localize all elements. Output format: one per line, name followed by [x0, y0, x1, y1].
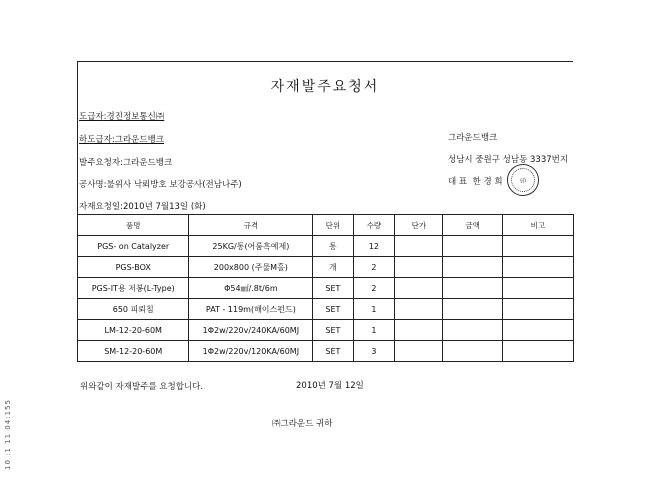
header-quantity: 수량	[353, 215, 395, 236]
header-remarks: 비고	[502, 215, 573, 236]
cell-item-name: LM-12-20-60M	[78, 320, 189, 341]
cell-unit: SET	[313, 299, 353, 320]
table-row	[78, 320, 574, 341]
representative-name: 한 경 희	[472, 177, 503, 187]
cell-spec: 200x800 (주물M홀)	[189, 257, 313, 278]
cell-remarks	[502, 320, 573, 341]
cell-amount	[443, 236, 502, 257]
field-contractor: 도급자:경진정보통신㈜	[79, 112, 165, 122]
field-value: 불위사 낙뢰방호 보강공사(전남나주)	[106, 180, 242, 190]
header-amount: 금액	[443, 215, 502, 236]
header-item-name: 품명	[78, 215, 189, 236]
cell-spec: PAT - 119m(해이스펀드)	[189, 299, 313, 320]
field-label: 발주요청자	[79, 158, 121, 168]
addressee: ㈜그라운드 귀하	[272, 419, 333, 429]
cell-remarks	[502, 257, 573, 278]
cell-unit-price	[395, 236, 443, 257]
cell-unit-price	[395, 257, 443, 278]
cell-quantity: 1	[353, 299, 395, 320]
table-header-row	[78, 215, 574, 236]
document-title: 자재발주요청서	[270, 79, 380, 95]
field-order-requester: 발주요청자:그라운드뱅크	[79, 158, 173, 168]
cell-unit: SET	[313, 320, 353, 341]
cell-quantity: 3	[353, 341, 395, 362]
company-seal	[504, 161, 542, 199]
cell-remarks	[502, 341, 573, 362]
field-label: 공사명	[79, 180, 104, 190]
cell-unit: 개	[313, 257, 353, 278]
cell-spec: 1Φ2w/220v/240KA/60MJ	[189, 320, 313, 341]
cell-amount	[443, 278, 502, 299]
field-label: 하도급자	[79, 135, 112, 145]
cell-item-name: SM-12-20-60M	[78, 341, 189, 362]
seal-text: 印	[519, 176, 527, 186]
table-row	[78, 257, 574, 278]
cell-quantity: 2	[353, 257, 395, 278]
cell-unit-price	[395, 341, 443, 362]
cell-item-name: PGS-BOX	[78, 257, 189, 278]
cell-unit: SET	[313, 341, 353, 362]
cell-spec: 1Φ2w/220v/120KA/60MJ	[189, 341, 313, 362]
cell-unit: SET	[313, 278, 353, 299]
field-value: 그라운드뱅크	[122, 158, 173, 168]
table-row	[78, 341, 574, 362]
field-value: 2010년 7월13일 (화)	[122, 202, 206, 212]
request-date: 2010년 7월 12일	[296, 381, 364, 391]
table-row	[78, 278, 574, 299]
items-table	[77, 214, 574, 362]
cell-remarks	[502, 236, 573, 257]
header-unit-price: 단가	[395, 215, 443, 236]
company-name: 그라운드뱅크	[448, 133, 498, 143]
cell-amount	[443, 299, 502, 320]
cell-unit-price	[395, 278, 443, 299]
field-label: 자재요청일	[79, 202, 121, 212]
field-project-name: 공사명:불위사 낙뢰방호 보강공사(전남나주)	[79, 180, 242, 190]
cell-amount	[443, 341, 502, 362]
cell-item-name: PGS-IT용 저봉(L-Type)	[78, 278, 189, 299]
representative-label: 대 표	[448, 177, 468, 187]
cell-remarks	[502, 299, 573, 320]
field-subcontractor: 하도급자:그라운드뱅크	[79, 135, 165, 145]
field-value: 경진정보통신㈜	[106, 112, 165, 122]
cell-unit-price	[395, 299, 443, 320]
frame-top-line	[77, 61, 573, 62]
company-representative	[448, 175, 503, 187]
cell-spec: 25KG/통(어룸흑예제)	[189, 236, 313, 257]
cell-amount	[443, 320, 502, 341]
cell-remarks	[502, 278, 573, 299]
cell-item-name: 650 피뢰침	[78, 299, 189, 320]
cell-amount	[443, 257, 502, 278]
cell-item-name: PGS- on Catalyzer	[78, 236, 189, 257]
cell-quantity: 2	[353, 278, 395, 299]
field-value: 그라운드뱅크	[114, 135, 165, 145]
table-row	[78, 299, 574, 320]
cell-unit-price	[395, 320, 443, 341]
fax-header-mark: 10 :1 11 04:155	[4, 399, 12, 470]
field-request-date: 자재요청일:2010년 7월13일 (화)	[79, 202, 206, 212]
company-address: 성남시 중원구 성남동 3337번지	[448, 155, 569, 165]
request-statement: 위와같이 자재발주를 요청합니다.	[80, 382, 204, 392]
field-label: 도급자	[79, 112, 104, 122]
table-row	[78, 236, 574, 257]
cell-spec: Φ54㎟/.8t/6m	[189, 278, 313, 299]
cell-unit: 통	[313, 236, 353, 257]
header-unit: 단위	[313, 215, 353, 236]
header-spec: 규격	[189, 215, 313, 236]
cell-quantity: 12	[353, 236, 395, 257]
cell-quantity: 1	[353, 320, 395, 341]
